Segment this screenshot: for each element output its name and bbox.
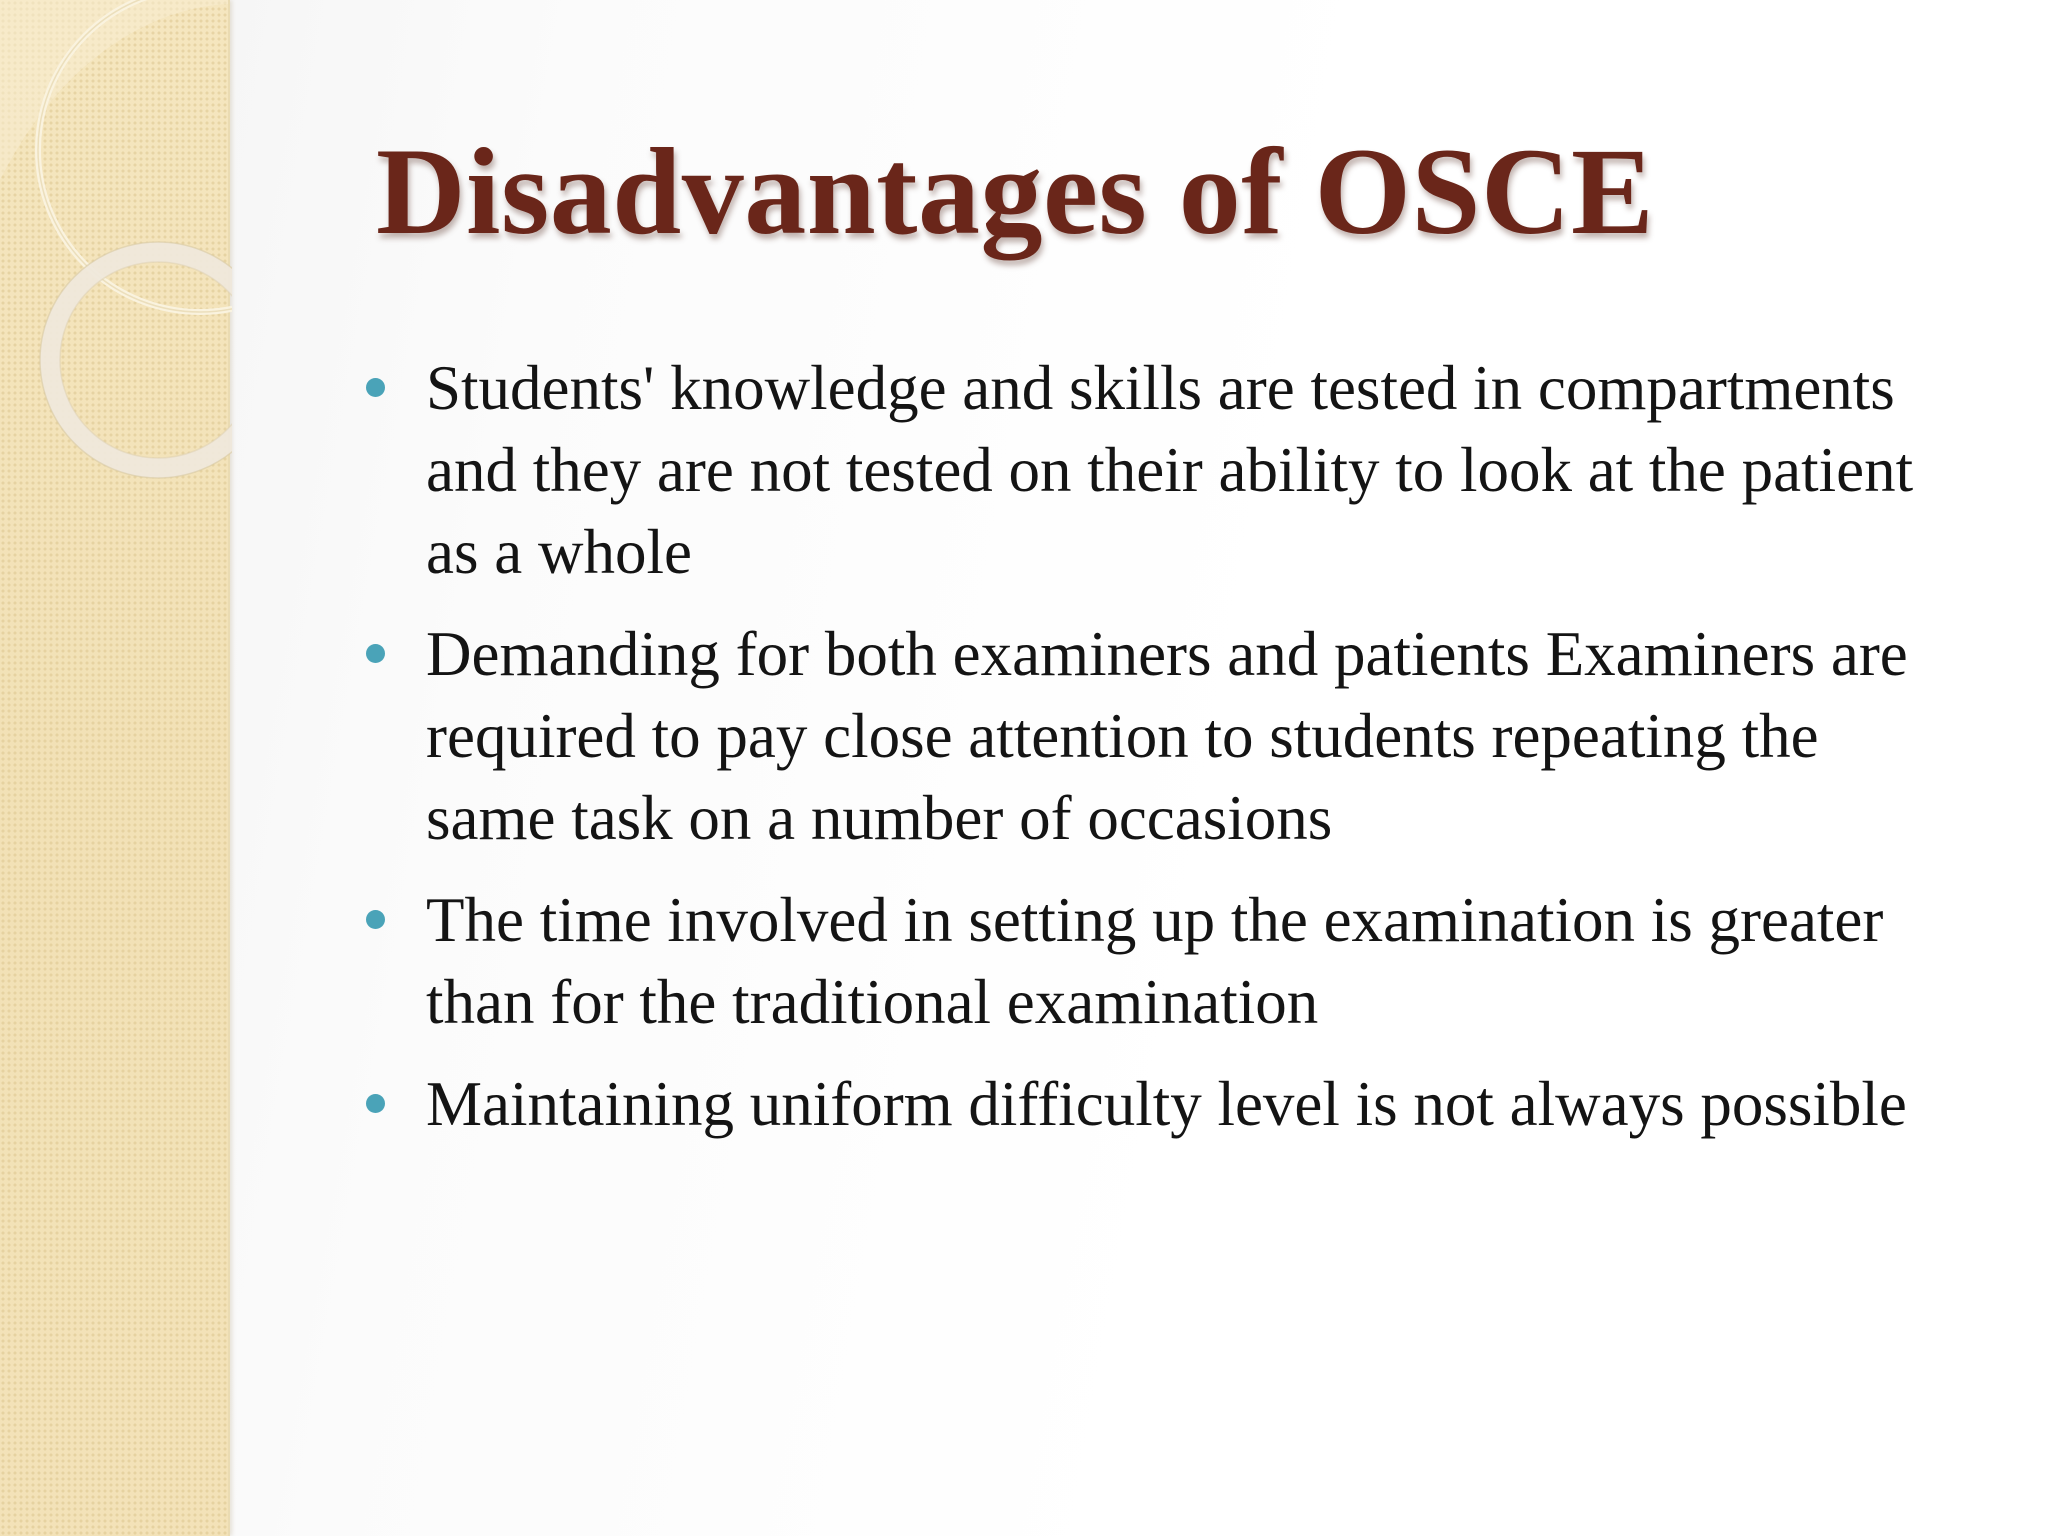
bullet-text: The time involved in setting up the examination is greater than for the traditional examination [426, 885, 1884, 1037]
bullet-item [362, 1063, 1962, 1145]
bullet-text: Students' knowledge and skills are tested in compartments and they are not tested on their ability to look at the patient as a whole [426, 353, 1914, 587]
bullet-text: Maintaining uniform difficulty level is not always possible [426, 1069, 1907, 1139]
bullet-item [362, 613, 1962, 859]
bullet-dot-icon [366, 1094, 385, 1113]
bullet-dot-icon [366, 910, 385, 929]
bullet-dot-icon [366, 378, 385, 397]
bullet-item [362, 879, 1962, 1043]
bullet-item [362, 347, 1962, 593]
bullet-list [362, 347, 1962, 1165]
slide-title: Disadvantages of OSCE [376, 123, 1655, 260]
decorative-side-band [0, 0, 230, 1536]
bullet-text: Demanding for both examiners and patients Examiners are required to pay close attention to students repeating the same task on a number of occasions [426, 619, 1908, 853]
bullet-dot-icon [366, 644, 385, 663]
